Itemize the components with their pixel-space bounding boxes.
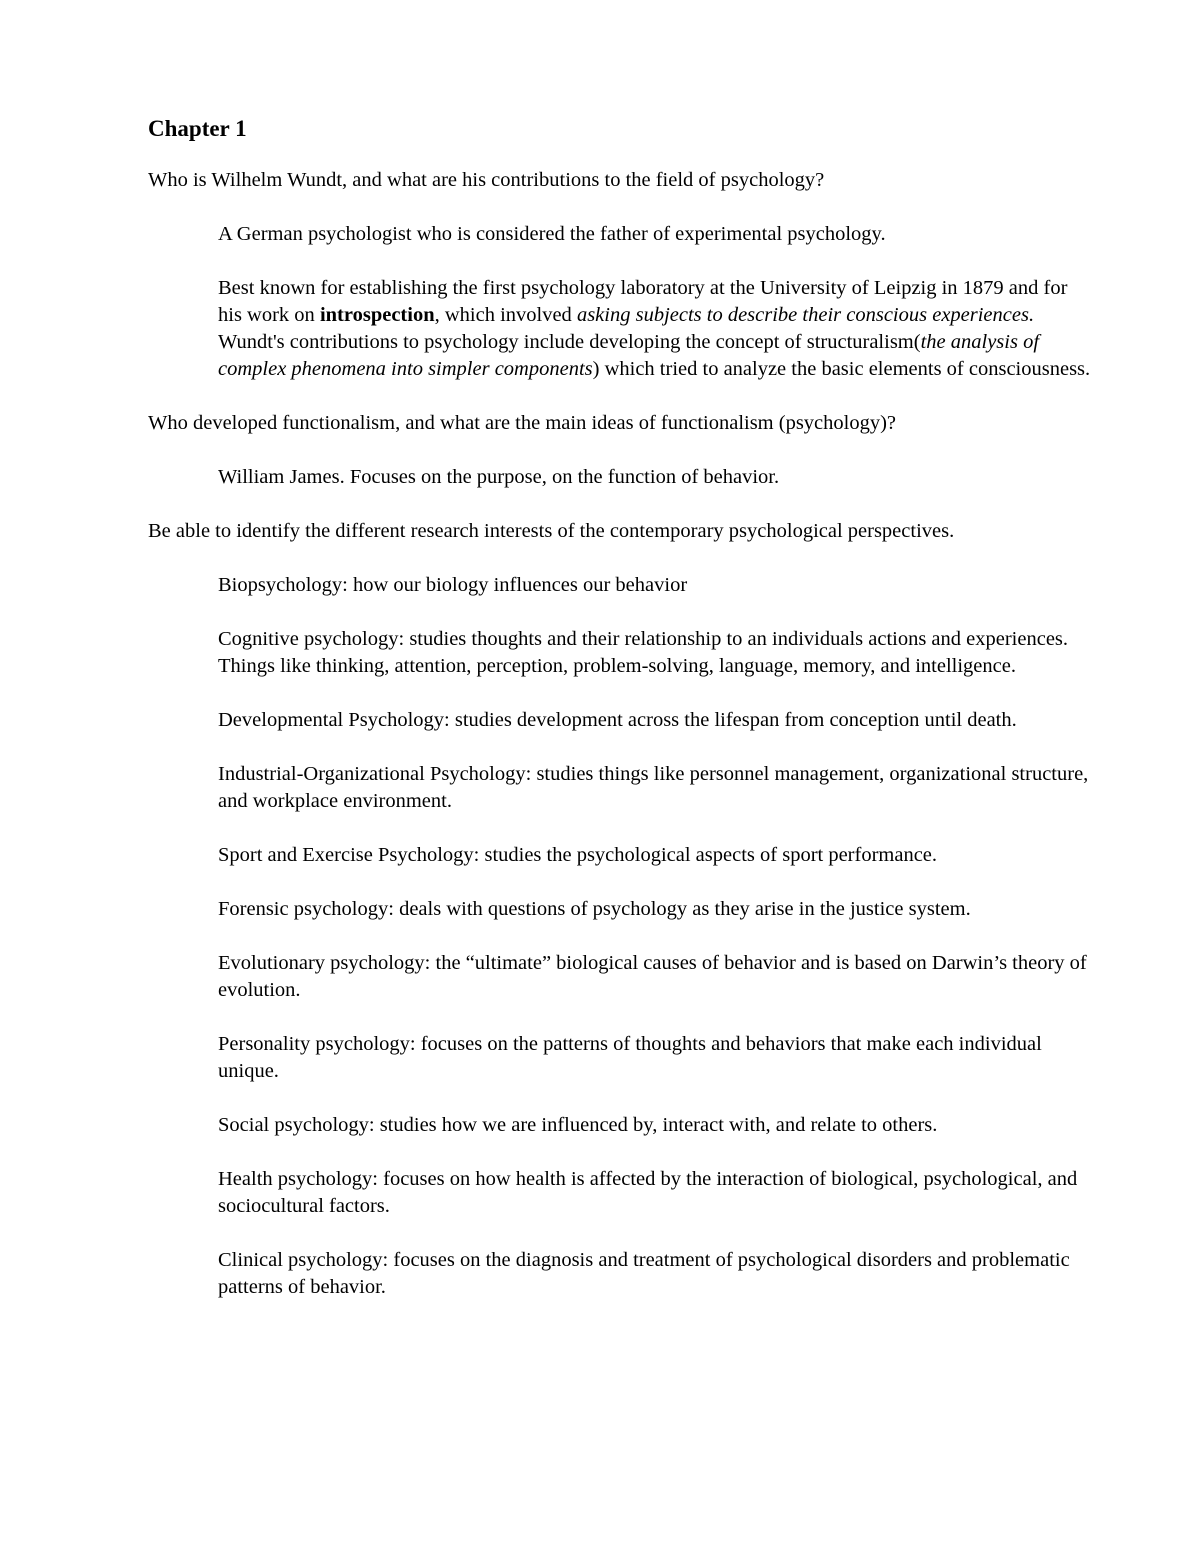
chapter-title: Chapter 1	[148, 116, 247, 141]
perspective-sport-exercise: Sport and Exercise Psychology: studies the psychological aspects of sport performance.	[218, 844, 938, 866]
term-introspection: introspection	[319, 304, 435, 326]
perspective-clinical: Clinical psychology: focuses on the diagnosis and treatment of psychological disorders and problematic patterns of behavior.	[218, 1249, 1070, 1298]
structuralism-definition: the analysis of complex phenomena into simpler components	[218, 331, 1040, 380]
perspective-biopsychology: Biopsychology: how our biology influences our behavior	[218, 574, 688, 596]
answer-wundt-details	[218, 275, 1093, 383]
perspectives-list	[148, 572, 1093, 1301]
question-perspectives: Be able to identify the different research interests of the contemporary psychological perspectives.	[148, 520, 955, 542]
perspective-developmental: Developmental Psychology: studies development across the lifespan from conception until death.	[218, 709, 1017, 731]
perspective-social: Social psychology: studies how we are influenced by, interact with, and relate to others.	[218, 1114, 938, 1136]
answer-wundt-summary: A German psychologist who is considered the father of experimental psychology.	[218, 223, 886, 245]
introspection-definition: asking subjects to describe their conscious experiences.	[576, 304, 1035, 326]
question-wundt: Who is Wilhelm Wundt, and what are his contributions to the field of psychology?	[148, 169, 825, 191]
perspective-forensic: Forensic psychology: deals with questions of psychology as they arise in the justice system.	[218, 898, 971, 920]
perspective-evolutionary: Evolutionary psychology: the “ultimate” biological causes of behavior and is based on Darwin’s theory of evolution.	[218, 952, 1087, 1001]
answer-functionalism: William James. Focuses on the purpose, on the function of behavior.	[218, 466, 780, 488]
answer-wundt-text-2: , which involved	[434, 304, 577, 326]
perspective-industrial-organizational: Industrial-Organizational Psychology: studies things like personnel management, organizational structure, and workplace environment.	[218, 763, 1089, 812]
answer-wundt-text-3: Wundt's contributions to psychology include developing the concept of structuralism(	[218, 331, 921, 353]
perspective-personality: Personality psychology: focuses on the patterns of thoughts and behaviors that make each individual unique.	[218, 1033, 1042, 1082]
question-functionalism: Who developed functionalism, and what are the main ideas of functionalism (psychology)?	[148, 412, 897, 434]
perspective-cognitive: Cognitive psychology: studies thoughts and their relationship to an individuals actions and experiences. Things like thinking, attention, perception, problem-solving, language, memory, and intelligence.	[218, 628, 1069, 677]
perspective-health: Health psychology: focuses on how health is affected by the interaction of biological, psychological, and sociocultural factors.	[218, 1168, 1078, 1217]
answer-wundt-text-1: Best known for establishing the first psychology laboratory at the University of Leipzig in 1879 and for his work on	[218, 277, 1068, 326]
answer-wundt-text-4: ) which tried to analyze the basic elements of consciousness.	[592, 358, 1091, 380]
document-content	[148, 113, 1093, 1328]
